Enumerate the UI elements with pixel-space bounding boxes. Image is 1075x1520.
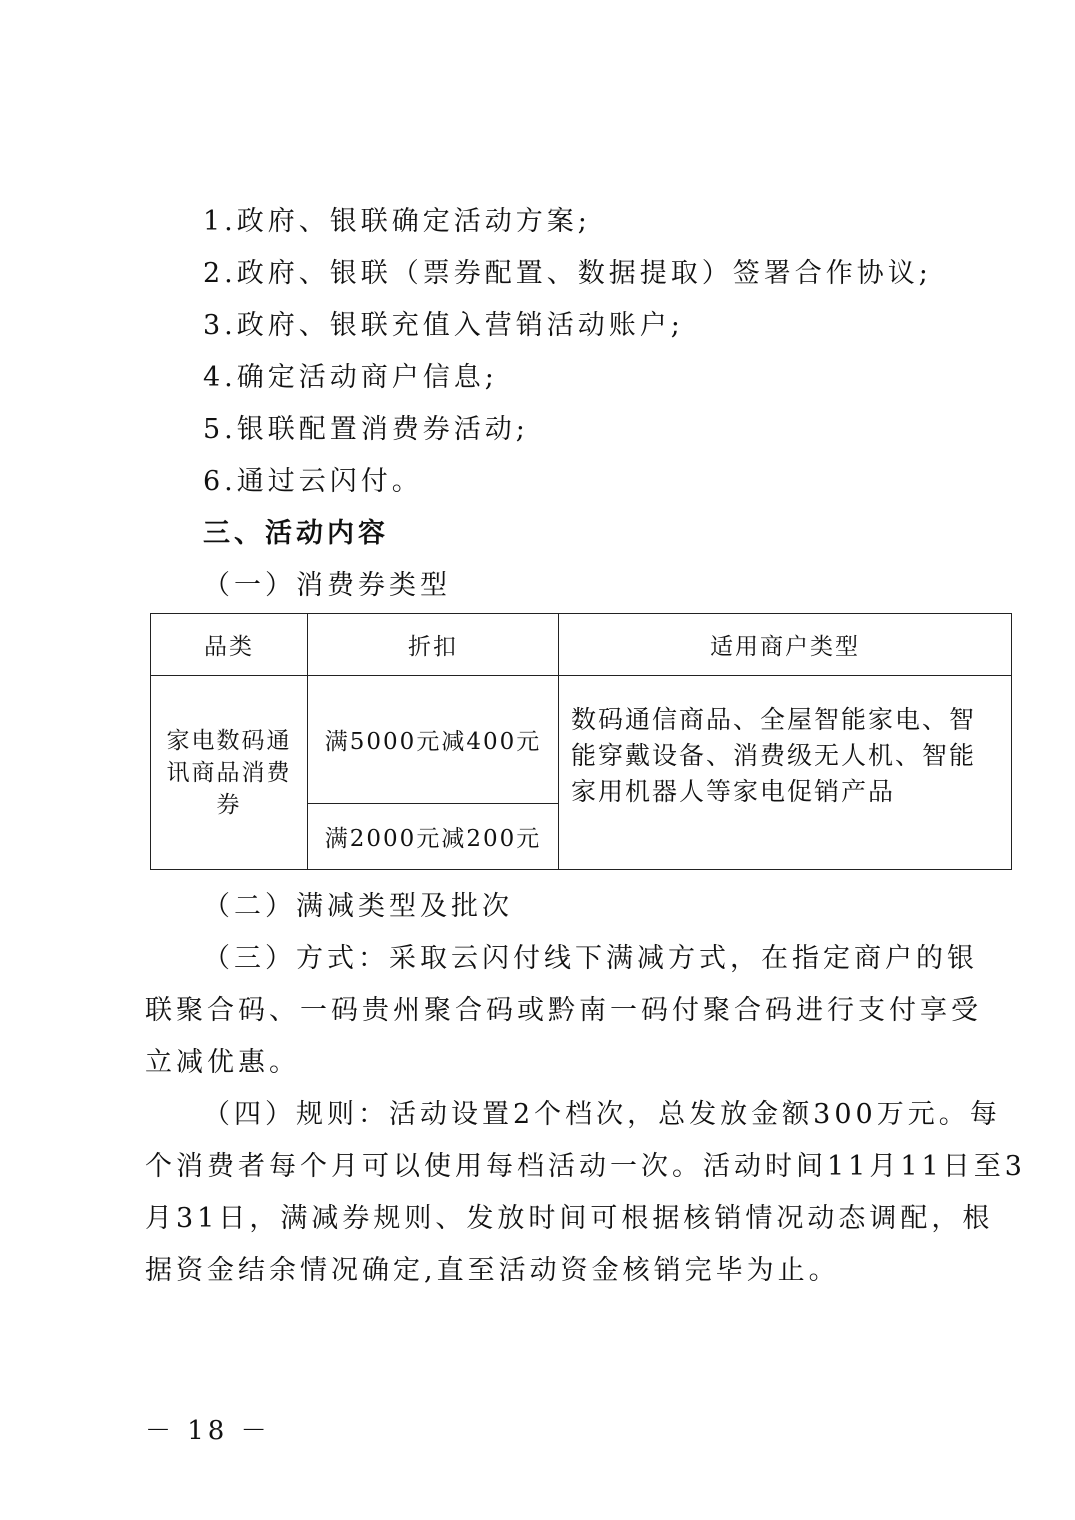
table-row (151, 676, 1012, 804)
subsection-4-line-4: 据资金结余情况确定,直至活动资金核销完毕为止。 (145, 1255, 840, 1286)
subsection-4-line-2: 个消费者每个月可以使用每档活动一次。活动时间11月11日至3 (145, 1151, 1026, 1182)
section-heading: 三、活动内容 (203, 518, 389, 549)
header-discount: 折扣 (308, 614, 559, 676)
discount-cell-2: 满2000元减200元 (308, 804, 559, 870)
subsection-4-line-1: （四）规则：活动设置2个档次，总发放金额300万元。每 (203, 1099, 1001, 1130)
step-2: 2.政府、银联（票券配置、数据提取）签署合作协议; (203, 258, 932, 289)
category-cell: 家电数码通讯商品消费券 (151, 676, 308, 870)
discount-cell-1: 满5000元减400元 (308, 676, 559, 804)
step-5: 5.银联配置消费券活动; (203, 414, 529, 445)
step-3: 3.政府、银联充值入营销活动账户; (203, 310, 684, 341)
subsection-3-line-3: 立减优惠。 (145, 1047, 300, 1078)
subsection-1-title: （一）消费券类型 (203, 570, 451, 601)
table-header-row (151, 614, 1012, 676)
subsection-4-line-3: 月31日，满减券规则、发放时间可根据核销情况动态调配，根 (145, 1203, 994, 1234)
merchant-cell: 数码通信商品、全屋智能家电、智能穿戴设备、消费级无人机、智能家用机器人等家电促销产品 (559, 676, 1012, 870)
step-1: 1.政府、银联确定活动方案; (203, 206, 591, 237)
subsection-3-line-2: 联聚合码、一码贵州聚合码或黔南一码付聚合码进行支付享受 (145, 995, 982, 1026)
step-6: 6.通过云闪付。 (203, 466, 423, 497)
step-4: 4.确定活动商户信息; (203, 362, 498, 393)
coupon-table (150, 613, 1012, 870)
header-category: 品类 (151, 614, 308, 676)
header-merchant-type: 适用商户类型 (559, 614, 1012, 676)
page-number: － 18 － (145, 1416, 271, 1446)
subsection-2-title: （二）满减类型及批次 (203, 891, 513, 922)
subsection-3-line-1: （三）方式：采取云闪付线下满减方式，在指定商户的银 (203, 943, 978, 974)
